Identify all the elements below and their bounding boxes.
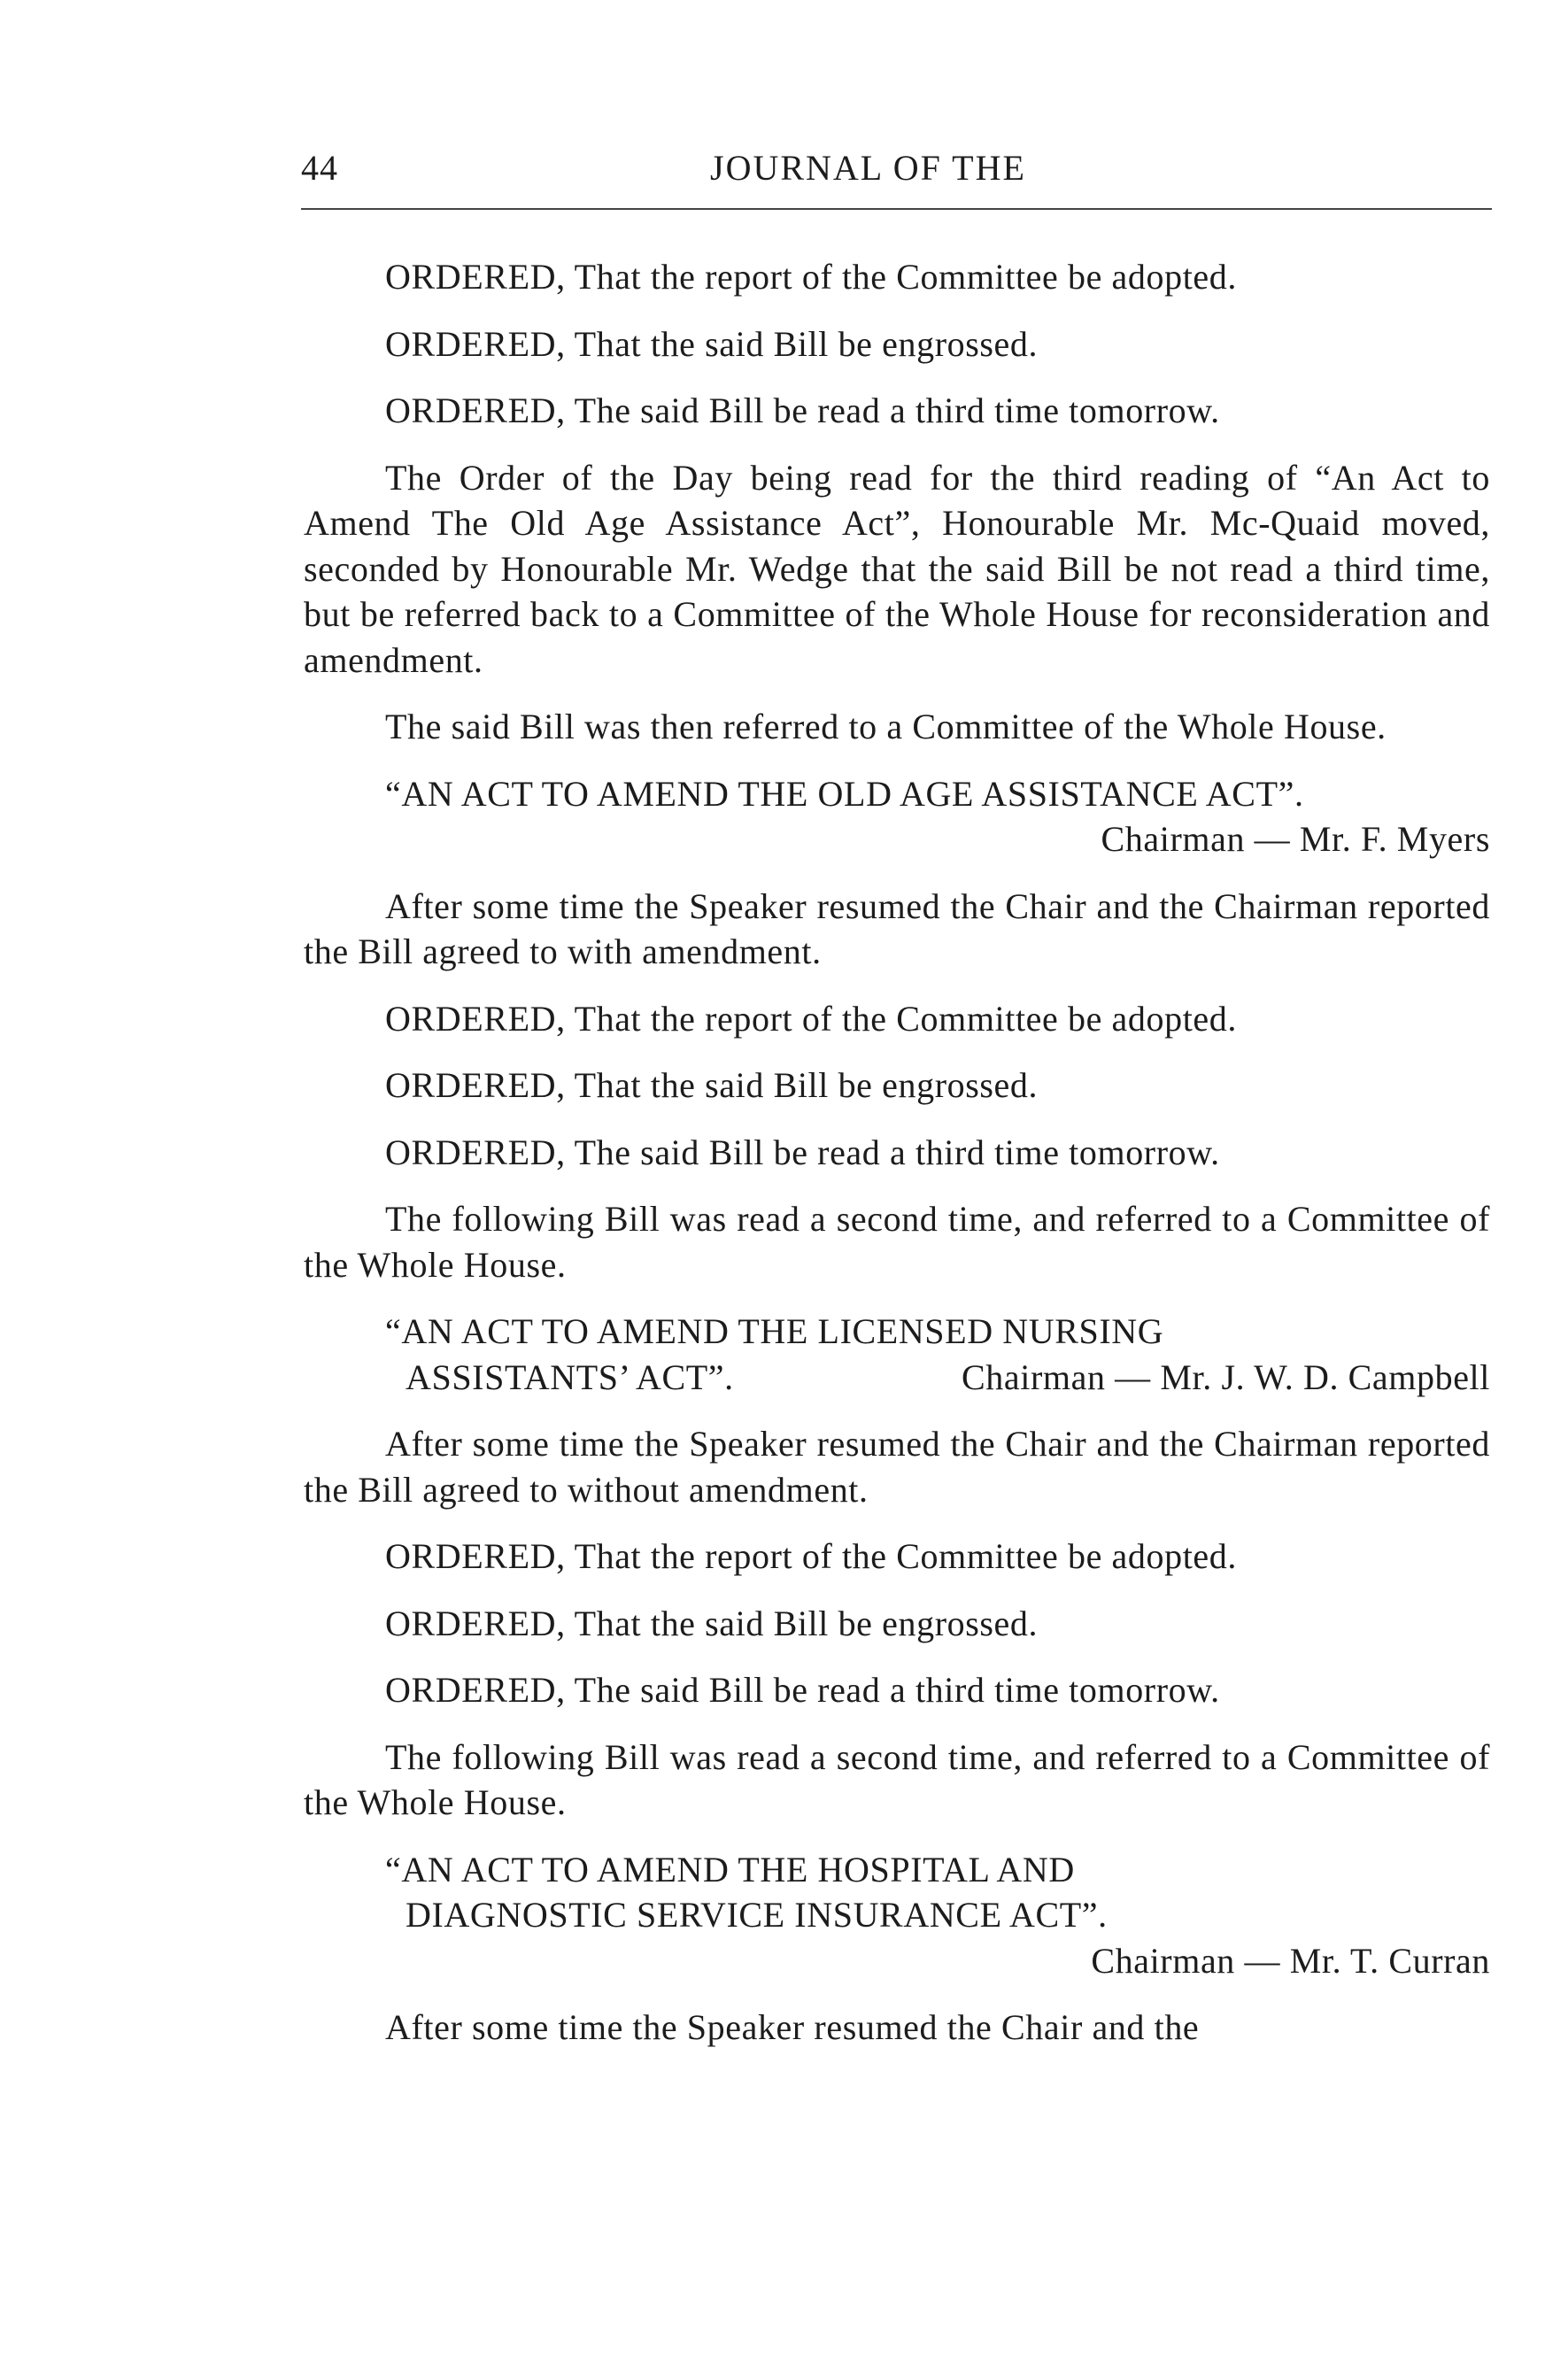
second-reading-paragraph-2: The following Bill was read a second time, and referred to a Committee of the Whole House. (304, 1736, 1490, 1822)
bill-title-hospital-line1: “AN ACT TO AMEND THE HOSPITAL AND (385, 1849, 1075, 1889)
order-third-reading-3: ORDERED, The said Bill be read a third time tomorrow. (385, 1670, 1220, 1710)
order-report-adopted-3: ORDERED, That the report of the Committee be adopted. (385, 1536, 1237, 1576)
order-third-reading-2: ORDERED, The said Bill be read a third time tomorrow. (385, 1132, 1220, 1172)
order-engrossed-3: ORDERED, That the said Bill be engrossed. (385, 1603, 1039, 1643)
speaker-resumed-1: After some time the Speaker resumed the Chair and the Chairman reported the Bill agreed to with amendment. (304, 885, 1490, 971)
bill-title-nursing-line2-row (304, 1355, 1490, 1401)
speaker-resumed-3: After some time the Speaker resumed the Chair and the (385, 2007, 1200, 2047)
order-of-day-paragraph: The Order of the Day being read for the third reading of “An Act to Amend The Old Age Assistance Act”, Honourable Mr. Mc-Quaid moved, seconded by Honourable Mr. Wedge that the said Bill be not read a third time, but be referred back to a Committee of the Whole House for reconsideration and amendment. (304, 457, 1490, 680)
bill-chairman-nursing: Chairman — Mr. J. W. D. Campbell (962, 1356, 1490, 1397)
order-report-adopted-1: ORDERED, That the report of the Committee be adopted. (385, 257, 1237, 297)
bill-title-old-age: “AN ACT TO AMEND THE OLD AGE ASSISTANCE ACT”. (385, 773, 1304, 814)
page-number: 44 (301, 148, 338, 188)
bill-referred-paragraph: The said Bill was then referred to a Committee of the Whole House. (385, 707, 1387, 746)
order-engrossed-2: ORDERED, That the said Bill be engrossed. (385, 1065, 1039, 1105)
second-reading-paragraph-1: The following Bill was read a second time, and referred to a Committee of the Whole House. (304, 1199, 1490, 1285)
running-title: JOURNAL OF THE (710, 148, 1026, 188)
journal-body (304, 254, 1490, 2072)
speaker-resumed-2: After some time the Speaker resumed the Chair and the Chairman reported the Bill agreed to without amendment. (304, 1424, 1490, 1510)
order-third-reading-1: ORDERED, The said Bill be read a third time tomorrow. (385, 390, 1220, 430)
header-rule (301, 208, 1492, 210)
page-header (301, 147, 1492, 200)
bill-title-nursing-line2: ASSISTANTS’ ACT”. (406, 1356, 734, 1397)
order-report-adopted-2: ORDERED, That the report of the Committee be adopted. (385, 998, 1237, 1039)
bill-chairman-old-age: Chairman — Mr. F. Myers (1101, 819, 1490, 859)
bill-title-hospital-line2: DIAGNOSTIC SERVICE INSURANCE ACT”. (406, 1895, 1108, 1935)
bill-title-nursing-line1: “AN ACT TO AMEND THE LICENSED NURSING (385, 1311, 1164, 1351)
bill-chairman-hospital: Chairman — Mr. T. Curran (1091, 1940, 1490, 1981)
order-engrossed-1: ORDERED, That the said Bill be engrossed. (385, 323, 1039, 364)
